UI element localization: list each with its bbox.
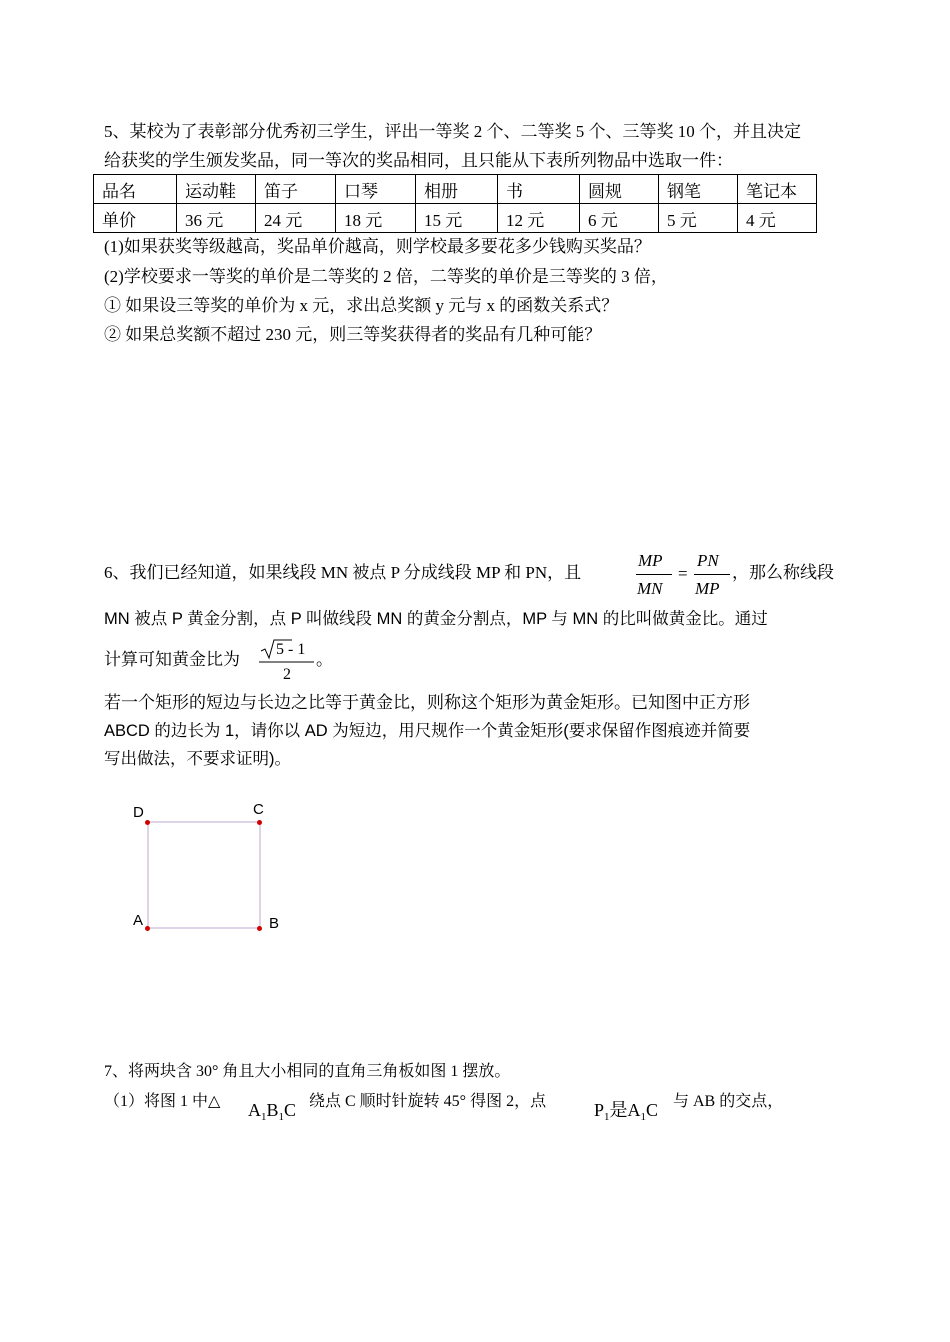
table-cell: 品名 — [94, 175, 177, 204]
q6-line1-end: ，那么称线段 — [732, 563, 834, 582]
q7-line2-mid: 绕点 C 顺时针旋转 45° 得图 2，点 — [309, 1093, 547, 1110]
label-a: A — [133, 912, 144, 929]
q5-sub2: ② 如果总奖额不超过 230 元，则三等奖获得者的奖品有几种可能？ — [104, 325, 602, 344]
table-cell: 单价 — [94, 204, 177, 233]
fraction-mp-den: MP — [695, 579, 720, 598]
fraction-bar — [636, 574, 672, 575]
point-c — [257, 820, 262, 825]
table-cell: 书 — [498, 175, 580, 204]
q7-line1: 7、将两块含 30° 角且大小相同的直角三角板如图 1 摆放。 — [104, 1063, 511, 1080]
q5-sub1: ① 如果设三等奖的单价为 x 元，求出总奖额 y 元与 x 的函数关系式？ — [104, 296, 619, 315]
triangle-a1b1c: $A_1B_1C$ — [248, 1100, 297, 1123]
table-cell: 6 元 — [580, 204, 659, 233]
q7-line2-end: 与 AB 的交点， — [673, 1093, 784, 1110]
table-cell: 15 元 — [416, 204, 498, 233]
point-a — [145, 926, 150, 931]
table-cell: 4 元 — [738, 204, 817, 233]
q6-line1-start: 6、我们已经知道，如果线段 MN 被点 P 分成线段 MP 和 PN，且 — [104, 563, 582, 582]
table-row-price — [94, 204, 817, 233]
q6-line4: 若一个矩形的短边与长边之比等于黄金比，则称这个矩形为黄金矩形。已知图中正方形 — [104, 693, 750, 712]
point-d — [145, 820, 150, 825]
point-b — [257, 926, 262, 931]
table-cell: 钢笔 — [659, 175, 738, 204]
fraction-mp-num: MP — [638, 551, 663, 570]
label-d: D — [133, 804, 144, 821]
table-cell: 36 元 — [177, 204, 256, 233]
point-p1: $P_1$是$A_1C$ — [594, 1100, 659, 1123]
table-cell: 5 元 — [659, 204, 738, 233]
table-cell: 笔记本 — [738, 175, 817, 204]
table-cell: 12 元 — [498, 204, 580, 233]
table-cell: 运动鞋 — [177, 175, 256, 204]
fraction-pn-num: PN — [697, 551, 719, 570]
table-cell: 圆规 — [580, 175, 659, 204]
q7-line2-start: （1）将图 1 中△ — [104, 1093, 221, 1110]
table-row-name — [94, 175, 817, 204]
table-cell: 18 元 — [336, 204, 416, 233]
q6-line6: 写出做法，不要求证明)。 — [104, 750, 291, 768]
equals-sign: = — [678, 564, 688, 583]
q5-intro-line2: 给获奖的学生颁发奖品，同一等次的奖品相同，且只能从下表所列物品中选取一件： — [104, 151, 733, 170]
fraction-bar — [694, 574, 730, 575]
q5-part2: (2)学校要求一等奖的单价是二等奖的 2 倍，二等奖的单价是三等奖的 3 倍， — [104, 267, 668, 286]
q6-line3-start: 计算可知黄金比为 — [104, 650, 240, 669]
square-outline — [140, 815, 270, 937]
q5-intro-line1: 5、某校为了表彰部分优秀初三学生，评出一等奖 2 个、二等奖 5 个、三等奖 10 个，并且决定 — [104, 122, 801, 141]
fraction-mn-den: MN — [637, 579, 663, 598]
golden-numerator: 5 - 1 — [276, 641, 306, 658]
label-b: B — [269, 915, 280, 932]
table-cell: 口琴 — [336, 175, 416, 204]
golden-denominator: 2 — [283, 666, 291, 683]
table-cell: 24 元 — [256, 204, 336, 233]
q6-line2: MN 被点 P 黄金分割，点 P 叫做线段 MN 的黄金分割点，MP 与 MN 的比叫做黄金比。通过 — [104, 610, 768, 628]
prize-table — [93, 174, 817, 233]
label-c: C — [253, 801, 264, 818]
table-cell: 相册 — [416, 175, 498, 204]
q6-line3-end: 。 — [316, 650, 333, 669]
table-cell: 笛子 — [256, 175, 336, 204]
q5-part1: (1)如果获奖等级越高，奖品单价越高，则学校最多要花多少钱购买奖品？ — [104, 237, 651, 256]
q6-line5: ABCD 的边长为 1，请你以 AD 为短边，用尺规作一个黄金矩形(要求保留作图痕迹并简要 — [104, 722, 751, 740]
